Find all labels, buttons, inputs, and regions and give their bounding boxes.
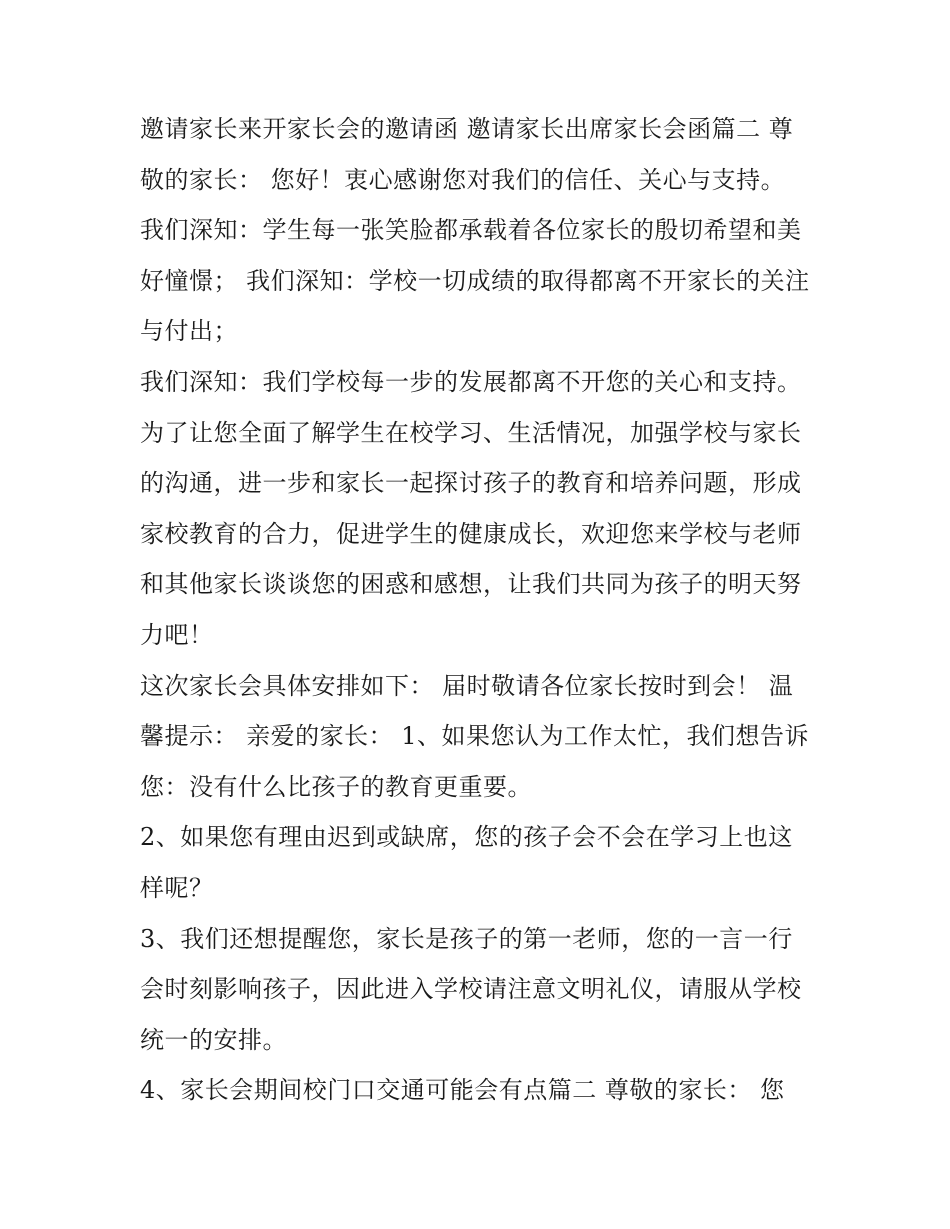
paragraph-reminder-3: 3、我们还想提醒您，家长是孩子的第一老师，您的一言一行会时刻影响孩子，因此进入学校请注意文明礼仪，请服从学校统一的安排。 xyxy=(140,924,802,1054)
paragraph-arrangement: 这次家长会具体安排如下： 届时敬请各位家长按时到会！ 温馨提示： 亲爱的家长： 1、如果您认为工作太忙，我们想告诉您：没有什么比孩子的教育更重要。 xyxy=(140,671,810,801)
paragraph-purpose: 为了让您全面了解学生在校学习、生活情况，加强学校与家长的沟通，进一步和家长一起探讨孩子的教育和培养问题，形成家校教育的合力，促进学生的健康成长，欢迎您来学校与老师和其他家长谈谈您的困惑和感想，让我们共同为孩子的明天努力吧！ xyxy=(140,418,802,649)
document-page xyxy=(140,104,816,1116)
paragraph-invitation-intro: 邀请家长来开家长会的邀请函 邀请家长出席家长会函篇二 尊敬的家长： 您好！衷心感谢您对我们的信任、关心与支持。 xyxy=(140,115,794,194)
paragraph-reminder-4: 4、家长会期间校门口交通可能会有点篇二 尊敬的家长： 您 xyxy=(140,1076,785,1105)
paragraph-we-know-1: 我们深知：学生每一张笑脸都承载着各位家长的殷切希望和美好憧憬； 我们深知：学校一切成绩的取得都离不开家长的关注与付出； xyxy=(140,216,810,346)
paragraph-we-know-2: 我们深知：我们学校每一步的发展都离不开您的关心和支持。 xyxy=(140,367,802,396)
paragraph-reminder-2: 2、如果您有理由迟到或缺席，您的孩子会不会在学习上也这样呢？ xyxy=(140,823,793,902)
